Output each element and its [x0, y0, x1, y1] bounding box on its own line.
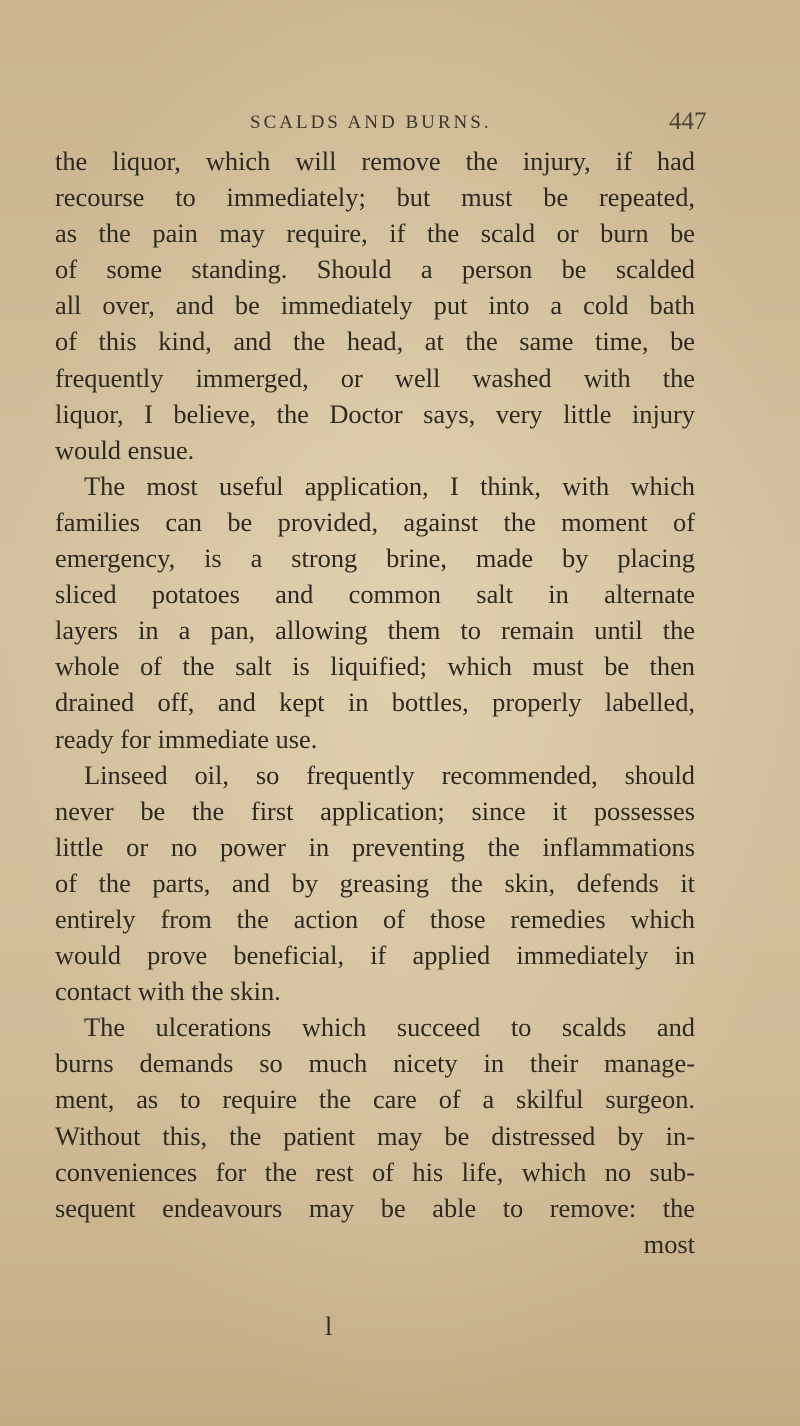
text-line: families can be provided, against the moment of [55, 506, 695, 537]
text-line: all over, and be immediately put into a cold bath [55, 290, 695, 321]
text-line: sliced potatoes and common salt in alternate [55, 579, 695, 610]
text-line: never be the first application; since it possesses [55, 795, 695, 826]
text-line: Linseed oil, so frequently recommended, should [84, 759, 695, 790]
text-line: liquor, I believe, the Doctor says, very little injury [55, 398, 695, 429]
text-line: most [643, 1228, 695, 1259]
text-line: ment, as to require the care of a skilful surgeon. [55, 1084, 695, 1115]
text-line: of the parts, and by greasing the skin, defends it [55, 867, 695, 898]
text-line: sequent endeavours may be able to remove: the [55, 1192, 695, 1223]
text-line: emergency, is a strong brine, made by placing [55, 543, 695, 574]
body-text [55, 143, 695, 1262]
running-head: SCALDS AND BURNS. [250, 112, 492, 133]
text-line: little or no power in preventing the inflammations [55, 831, 695, 862]
text-line: as the pain may require, if the scald or burn be [55, 218, 695, 249]
text-line: Without this, the patient may be distressed by in- [55, 1120, 695, 1151]
text-line: would ensue. [55, 434, 195, 465]
page-number: 447 [669, 108, 707, 135]
text-line: The ulcerations which succeed to scalds and [84, 1012, 695, 1043]
text-line: ready for immediate use. [55, 723, 318, 754]
text-line: conveniences for the rest of his life, which no sub- [55, 1156, 695, 1187]
signature-mark: l [325, 1312, 333, 1341]
text-line: recourse to immediately; but must be repeated, [55, 182, 695, 213]
text-line: layers in a pan, allowing them to remain until the [55, 615, 695, 646]
text-line: of this kind, and the head, at the same time, be [55, 326, 695, 357]
text-line: burns demands so much nicety in their manage- [55, 1048, 695, 1079]
text-line: frequently immerged, or well washed with the [55, 362, 695, 393]
text-line: The most useful application, I think, with which [84, 470, 695, 501]
text-line: would prove beneficial, if applied immediately in [55, 940, 695, 971]
text-line: the liquor, which will remove the injury, if had [55, 146, 695, 176]
page-header [0, 108, 800, 142]
text-line: of some standing. Should a person be scalded [55, 254, 695, 285]
text-line: drained off, and kept in bottles, properly labelled, [55, 687, 695, 718]
text-line: whole of the salt is liquified; which must be then [55, 651, 695, 682]
text-line: contact with the skin. [55, 976, 281, 1007]
text-line: entirely from the action of those remedies which [55, 903, 695, 934]
